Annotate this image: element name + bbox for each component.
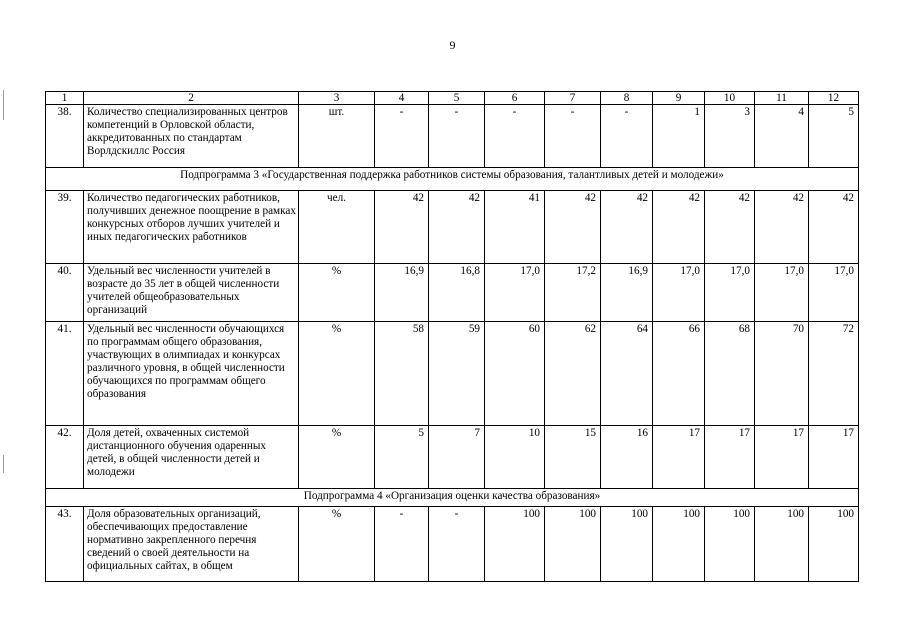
value-cell: 17	[809, 426, 859, 489]
unit: чел.	[299, 191, 375, 264]
value-cell: 17,0	[653, 264, 705, 322]
value-cell: 15	[545, 426, 601, 489]
value-cell: 42	[809, 191, 859, 264]
subprogram-row	[46, 168, 859, 191]
value-cell: 42	[755, 191, 809, 264]
unit: %	[299, 322, 375, 426]
header-cell: 12	[809, 92, 859, 105]
value-cell: 16,8	[429, 264, 485, 322]
table-body	[46, 92, 859, 582]
header-cell: 11	[755, 92, 809, 105]
value-cell: 42	[545, 191, 601, 264]
value-cell: 66	[653, 322, 705, 426]
value-cell: -	[375, 507, 429, 582]
value-cell: 100	[705, 507, 755, 582]
value-cell: 59	[429, 322, 485, 426]
value-cell: -	[545, 105, 601, 168]
value-cell: 100	[545, 507, 601, 582]
value-cell: 42	[653, 191, 705, 264]
header-cell: 1	[46, 92, 84, 105]
header-cell: 5	[429, 92, 485, 105]
header-cell: 9	[653, 92, 705, 105]
page-number: 9	[449, 38, 456, 52]
value-cell: 5	[375, 426, 429, 489]
value-cell: 72	[809, 322, 859, 426]
indicator-name: Доля детей, охваченных системой дистанционного обучения одаренных детей, в общей численности детей и молодежи	[84, 426, 299, 489]
indicator-name: Удельный вес численности учителей в возрасте до 35 лет в общей численности учителей общеобразовательных организаций	[84, 264, 299, 322]
value-cell: 3	[705, 105, 755, 168]
value-cell: 60	[485, 322, 545, 426]
unit: %	[299, 264, 375, 322]
value-cell: 100	[755, 507, 809, 582]
value-cell: 17	[705, 426, 755, 489]
value-cell: 17,0	[755, 264, 809, 322]
value-cell: 100	[485, 507, 545, 582]
value-cell: 17,0	[705, 264, 755, 322]
value-cell: 58	[375, 322, 429, 426]
indicator-name: Удельный вес численности обучающихся по программам общего образования, участвующих в олимпиадах и конкурсах различного уровня, в общей численности обучающихся по программам общего образования	[84, 322, 299, 426]
value-cell: 42	[429, 191, 485, 264]
row-number: 42.	[46, 426, 84, 489]
value-cell: 100	[601, 507, 653, 582]
table-row	[46, 426, 859, 489]
value-cell: -	[601, 105, 653, 168]
value-cell: 17,0	[485, 264, 545, 322]
value-cell: 41	[485, 191, 545, 264]
value-cell: 68	[705, 322, 755, 426]
value-cell: 7	[429, 426, 485, 489]
indicator-name: Количество педагогических работников, получивших денежное поощрение в рамках конкурсных отборов лучших учителей и иных педагогических работников	[84, 191, 299, 264]
table-row	[46, 105, 859, 168]
table-row	[46, 507, 859, 582]
value-cell: 5	[809, 105, 859, 168]
value-cell: -	[375, 105, 429, 168]
unit: шт.	[299, 105, 375, 168]
value-cell: 42	[375, 191, 429, 264]
unit: %	[299, 426, 375, 489]
value-cell: 16,9	[601, 264, 653, 322]
header-row	[46, 92, 859, 105]
value-cell: 17	[653, 426, 705, 489]
value-cell: 100	[653, 507, 705, 582]
header-cell: 4	[375, 92, 429, 105]
row-number: 41.	[46, 322, 84, 426]
row-number: 43.	[46, 507, 84, 582]
value-cell: 16,9	[375, 264, 429, 322]
value-cell: 70	[755, 322, 809, 426]
table-row	[46, 191, 859, 264]
subprogram-title: Подпрограмма 4 «Организация оценки качества образования»	[46, 489, 859, 507]
header-cell: 7	[545, 92, 601, 105]
value-cell: 100	[809, 507, 859, 582]
value-cell: 17,0	[809, 264, 859, 322]
scan-edge-mark	[3, 90, 4, 120]
value-cell: 42	[705, 191, 755, 264]
unit: %	[299, 507, 375, 582]
value-cell: 4	[755, 105, 809, 168]
row-number: 40.	[46, 264, 84, 322]
table-row	[46, 264, 859, 322]
value-cell: -	[429, 105, 485, 168]
scan-edge-mark	[3, 455, 4, 473]
value-cell: 10	[485, 426, 545, 489]
subprogram-row	[46, 489, 859, 507]
header-cell: 6	[485, 92, 545, 105]
value-cell: -	[429, 507, 485, 582]
value-cell: 42	[601, 191, 653, 264]
header-cell: 10	[705, 92, 755, 105]
table-row	[46, 322, 859, 426]
header-cell: 8	[601, 92, 653, 105]
row-number: 39.	[46, 191, 84, 264]
indicator-name: Количество специализированных центров компетенций в Орловской области, аккредитованных по стандартам Ворлдскиллс Россия	[84, 105, 299, 168]
value-cell: 64	[601, 322, 653, 426]
header-cell: 3	[299, 92, 375, 105]
header-cell: 2	[84, 92, 299, 105]
indicators-table	[45, 91, 859, 582]
value-cell: 17	[755, 426, 809, 489]
indicator-name: Доля образовательных организаций, обеспечивающих предоставление нормативно закрепленного перечня сведений о своей деятельности на официальных сайтах, в общем	[84, 507, 299, 582]
value-cell: 1	[653, 105, 705, 168]
value-cell: 16	[601, 426, 653, 489]
subprogram-title: Подпрограмма 3 «Государственная поддержка работников системы образования, талантливых детей и молодежи»	[46, 168, 859, 191]
value-cell: 17,2	[545, 264, 601, 322]
value-cell: -	[485, 105, 545, 168]
row-number: 38.	[46, 105, 84, 168]
value-cell: 62	[545, 322, 601, 426]
